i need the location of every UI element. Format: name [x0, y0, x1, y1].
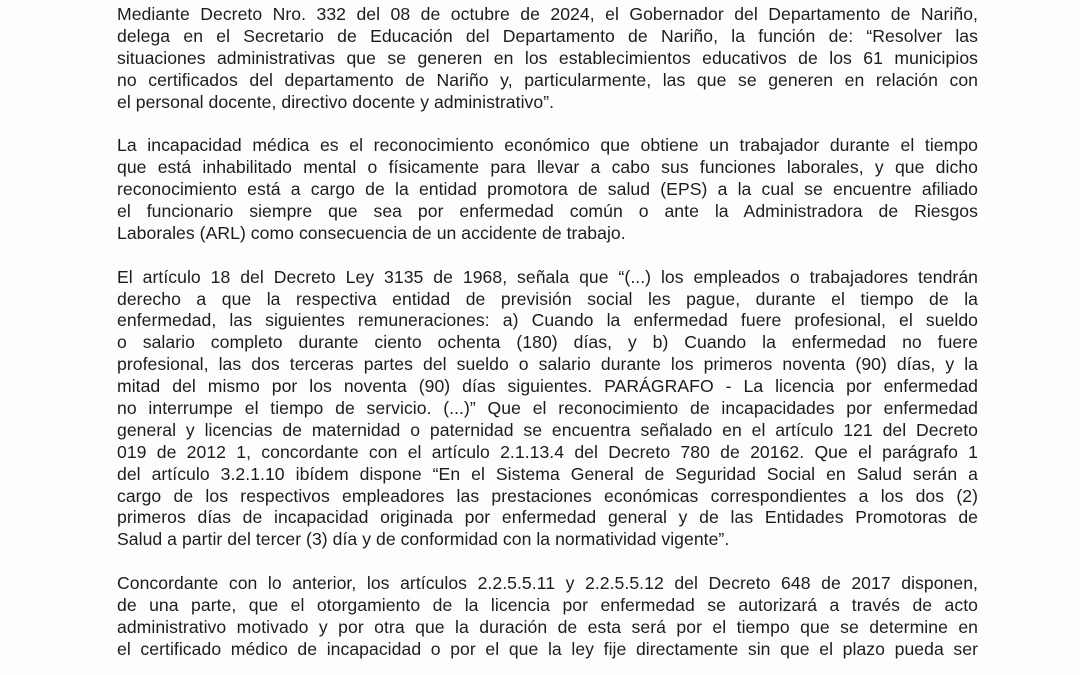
- text-line: profesional, las dos terceras partes del sueldo o salario durante los primeros noventa (90) días, y la: [117, 354, 978, 375]
- paragraph-decreto-332: [117, 4, 978, 113]
- text-line: situaciones administrativas que se generen en los establecimientos educativos de los 61 municipios: [117, 47, 978, 68]
- text-line: el funcionario siempre que sea por enfermedad común o ante la Administradora de Riesgos: [117, 201, 978, 222]
- text-line: de una parte, que el otorgamiento de la licencia por enfermedad se autorizará a través de acto: [117, 595, 978, 616]
- text-line: del artículo 3.2.1.10 ibídem dispone “En el Sistema General de Seguridad Social en Salud serán a: [117, 463, 978, 484]
- text-line: el certificado médico de incapacidad o por el que la ley fije directamente sin que el plazo pueda ser: [117, 638, 978, 659]
- text-line: que está inhabilitado mental o físicamente para llevar a cabo sus funciones laborales, y que dicho: [117, 157, 978, 178]
- text-line: Laborales (ARL) como consecuencia de un accidente de trabajo.: [117, 222, 626, 243]
- text-line: reconocimiento está a cargo de la entidad promotora de salud (EPS) a la cual se encuentre afiliado: [117, 179, 978, 200]
- paragraph-articulo-18: [117, 267, 978, 552]
- text-line: Concordante con lo anterior, los artículos 2.2.5.5.11 y 2.2.5.5.12 del Decreto 648 de 2017 disponen,: [117, 573, 978, 594]
- text-line: cargo de los respectivos empleadores las prestaciones económicas correspondientes a los dos (2): [117, 485, 978, 506]
- text-line: El artículo 18 del Decreto Ley 3135 de 1968, señala que “(...) los empleados o trabajadores tendrán: [117, 266, 978, 287]
- text-line: Salud a partir del tercer (3) día y de conformidad con la normatividad vigente”.: [117, 529, 730, 550]
- text-line: delega en el Secretario de Educación del Departamento de Nariño, la función de: “Resolver las: [117, 25, 978, 46]
- text-line: mitad del mismo por los noventa (90) días siguientes. PARÁGRAFO - La licencia por enfermedad: [117, 376, 978, 397]
- paragraph-incapacidad-medica: [117, 135, 978, 244]
- text-line: primeros días de incapacidad originada por enfermedad general y de las Entidades Promotoras de: [117, 507, 978, 528]
- text-line: administrativo motivado y por otra que la duración de esta será por el tiempo que se determine en: [117, 616, 978, 637]
- text-line: el personal docente, directivo docente y administrativo”.: [117, 91, 555, 112]
- text-line: enfermedad, las siguientes remuneraciones: a) Cuando la enfermedad fuere profesional, el sueldo: [117, 310, 978, 331]
- text-line: no certificados del departamento de Nariño y, particularmente, las que se generen en relación con: [117, 69, 978, 90]
- text-line: Mediante Decreto Nro. 332 del 08 de octubre de 2024, el Gobernador del Departamento de Nariño,: [117, 4, 978, 24]
- paragraph-decreto-648: [117, 573, 978, 661]
- text-line: no interrumpe el tiempo de servicio. (...)” Que el reconocimiento de incapacidades por enfermedad: [117, 398, 978, 419]
- text-line: general y licencias de maternidad o paternidad se encuentra señalado en el artículo 121 del Decreto: [117, 419, 978, 440]
- text-line: derecho a que la respectiva entidad de previsión social les pague, durante el tiempo de la: [117, 288, 978, 309]
- document-body: [117, 4, 978, 661]
- text-line: La incapacidad médica es el reconocimiento económico que obtiene un trabajador durante el tiempo: [117, 135, 978, 156]
- text-line: 019 de 2012 1, concordante con el artículo 2.1.13.4 del Decreto 780 de 20162. Que el parágrafo 1: [117, 441, 978, 462]
- text-line: o salario completo durante ciento ochenta (180) días, y b) Cuando la enfermedad no fuere: [117, 332, 978, 353]
